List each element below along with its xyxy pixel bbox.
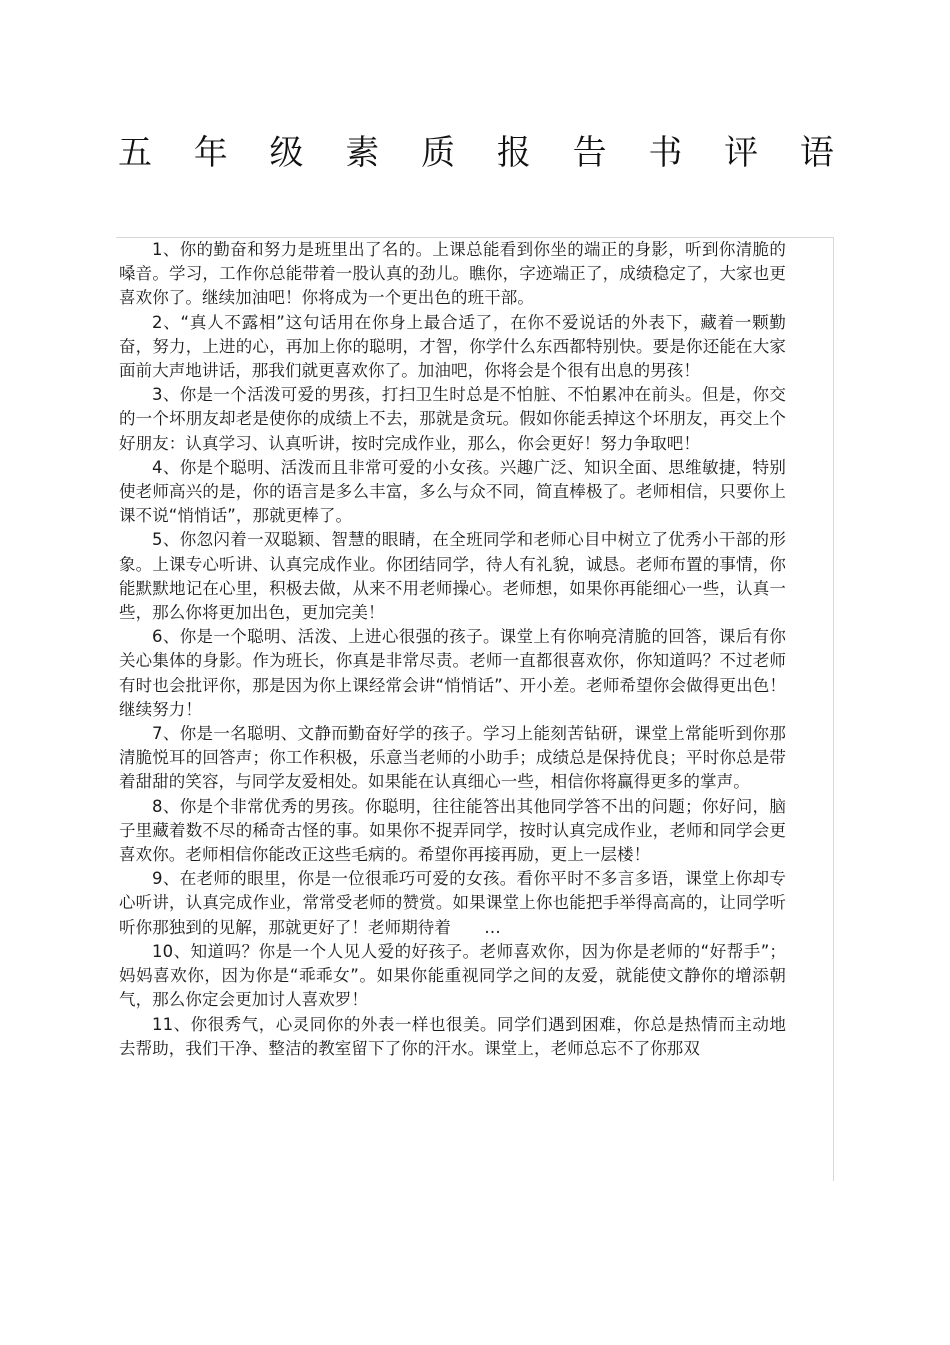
title-char: 质 (421, 133, 456, 173)
comment-paragraph: 10、知道吗？你是一个人见人爱的好孩子。老师喜欢你，因为你是老师的“好帮手”；妈妈喜欢你，因为你是“乖乖女”。如果你能重视同学之间的友爱，就能使文静你的增添朝气，那么你定会更加讨人喜欢罗！ (119, 941, 786, 1010)
comment-paragraph: 8、你是个非常优秀的男孩。你聪明，往往能答出其他同学答不出的问题；你好问，脑子里藏着数不尽的稀奇古怪的事。如果你不捉弄同学，按时认真完成作业，老师和同学会更喜欢你。老师相信你能改正这些毛病的。希望你再接再励，更上一层楼！ (119, 796, 786, 865)
title-char: 级 (269, 133, 304, 173)
title-char: 告 (572, 133, 607, 173)
comment-paragraph: 3、你是一个活泼可爱的男孩，打扫卫生时总是不怕脏、不怕累冲在前头。但是，你交的一个坏朋友却老是使你的成绩上不去，那就是贪玩。假如你能丢掉这个坏朋友，再交上个好朋友：认真学习、认真听讲，按时完成作业，那么，你会更好！努力争取吧！ (119, 385, 786, 453)
comment-paragraph: 5、你忽闪着一双聪颖、智慧的眼睛，在全班同学和老师心目中树立了优秀小干部的形象。上课专心听讲、认真完成作业。你团结同学，待人有礼貌，诚恳。老师布置的事情，你能默默地记在心里，积极去做，从来不用老师操心。老师想，如果你再能细心一些，认真一些，那么你将更加出色，更加完美！ (119, 530, 786, 623)
comment-paragraph: 1、你的勤奋和努力是班里出了名的。上课总能看到你坐的端正的身影，听到你清脆的嗓音。学习，工作你总能带着一股认真的劲儿。瞧你，字迹端正了，成绩稳定了，大家也更喜欢你了。继续加油吧！你将成为一个更出色的班干部。 (119, 240, 786, 308)
title-char: 五 (118, 133, 152, 173)
comments-body (119, 238, 786, 1179)
comment-paragraph: 4、你是个聪明、活泼而且非常可爱的小女孩。兴趣广泛、知识全面、思维敏捷，特别使老师高兴的是，你的语言是多么丰富，多么与众不同，简直棒极了。老师相信，只要你上课不说“悄悄话”，那就更棒了。 (119, 457, 786, 526)
title-char: 书 (648, 133, 683, 173)
title-char: 素 (345, 133, 380, 173)
comment-paragraph: 2、“真人不露相”这句话用在你身上最合适了，在你不爱说话的外表下，藏着一颗勤奋，努力，上进的心，再加上你的聪明，才智，你学什么东西都特别快。要是你还能在大家面前大声地讲话，那我们就更喜欢你了。加油吧，你将会是个很有出息的男孩！ (119, 312, 786, 381)
comment-paragraph: 11、你很秀气，心灵同你的外表一样也很美。同学们遇到困难，你总是热情而主动地去帮助，我们干净、整洁的教室留下了你的汗水。课堂上，老师总忘不了你那双 (119, 1014, 786, 1058)
comment-paragraph: 9、在老师的眼里，你是一位很乖巧可爱的女孩。看你平时不多言多语，课堂上你却专心听讲，认真完成作业，常常受老师的赞赏。如果课堂上你也能把手举得高高的，让同学听听你那独到的见解，那就更好了！老师期待着 … (119, 869, 786, 937)
comment-paragraph: 6、你是一个聪明、活泼、上进心很强的孩子。课堂上有你响亮清脆的回答，课后有你关心集体的身影。作为班长，你真是非常尽责。老师一直都很喜欢你，你知道吗？不过老师有时也会批评你，那是因为你上课经常会讲“悄悄话”、开小差。老师希望你会做得更出色！继续努力！ (119, 627, 786, 719)
title-char: 评 (724, 133, 759, 173)
title-char: 语 (799, 133, 834, 173)
comment-paragraph: 7、你是一名聪明、文静而勤奋好学的孩子。学习上能刻苦钻研，课堂上常能听到你那清脆悦耳的回答声；你工作积极，乐意当老师的小助手；成绩总是保持优良；平时你总是带着甜甜的笑容，与同学友爱相处。如果能在认真细心一些，相信你将赢得更多的掌声。 (119, 724, 786, 792)
page-title (118, 128, 834, 178)
title-char: 年 (193, 133, 228, 173)
title-char: 报 (496, 133, 531, 173)
